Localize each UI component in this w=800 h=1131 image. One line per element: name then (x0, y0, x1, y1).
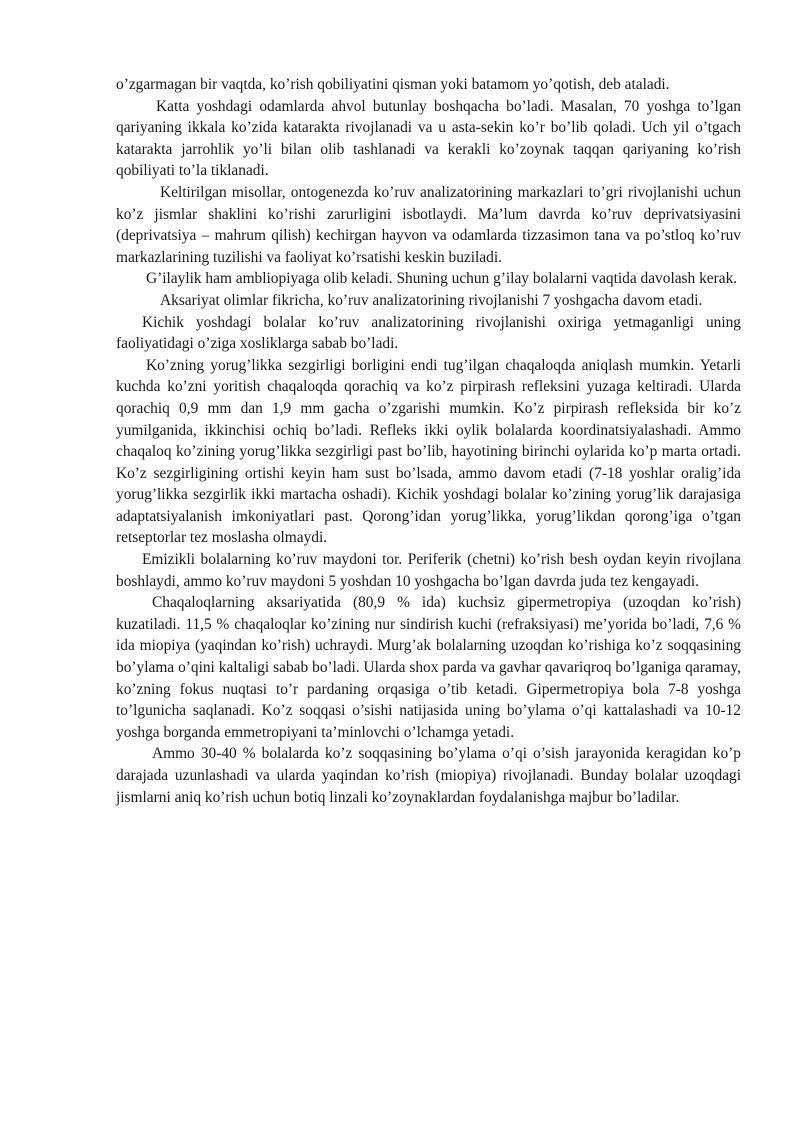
paragraph-1: o’zgarmagan bir vaqtda, ko’rish qobiliyatini qisman yoki batamom yo’qotish, deb ataladi. (116, 76, 670, 93)
paragraph-4: G’ilaylik ham ambliopiyaga olib keladi. Shuning uchun g’ilay bolalarni vaqtida davolash kerak. (146, 270, 738, 288)
paragraph-2: Katta yoshdagi odamlarda ahvol butunlay boshqacha bo’ladi. Masalan, 70 yoshga to’lgan qariyaning ikkala ko’zida katarakta rivojlanadi va u asta-sekin ko’r bo’lib qoladi. Uch yil o’tgach katarakta jarrohlik yo’li bilan olib tashlanadi va kerakli ko’zoynak taqqan qariyaning ko’rish qobiliyati to’la tiklanadi. (116, 97, 741, 180)
paragraph-5: Aksariyat olimlar fikricha, ko’ruv analizatorining rivojlanishi 7 yoshgacha davom etadi. (160, 291, 703, 309)
paragraph-7: Ko’zning yorug’likka sezgirligi borligini endi tug’ilgan chaqaloqda aniqlash mumkin. Yetarli kuchda ko’zni yoritish chaqaloqda qorachiq va ko’z pirpirash refleksini yuzaga keltiradi. Ularda qorachiq 0,9 mm dan 1,9 mm gacha o’zgarishi mumkin. Ko’z pirpirash refleksida bir ko’z yumilganida, ikkinchisi ochiq bo’ladi. Refleks ikki oylik bolalarda koordinatsiyalashadi. Ammo chaqaloq ko’zining yorug’likka sezgirligi past bo’lib, hayotining birinchi oylarida ko’p marta ortadi. Ko’z sezgirligining ortishi keyin ham sust bo’lsada, ammo davom etadi (7-18 yoshlar oralig’ida yorug’likka sezgirlik ikki martacha oshadi). Kichik yoshdagi bolalar ko’zining yorug’lik darajasiga adaptatsiyalanish imkoniyatlari past. Qorong’idan yorug’likka, yorug’likdan qorong’iga o’tgan retseptorlar tez moslasha olmaydi. (116, 356, 741, 547)
paragraph-10: Ammo 30-40 % bolalarda ko’z soqqasining bo’ylama o’qi o’sish jarayonida keragidan ko’p darajada uzunlashadi va ularda yaqindan ko’rish (miopiya) rivojlanadi. Bunday bolalar uzoqdagi jismlarni aniq ko’rish uchun botiq linzali ko’zoynaklardan foydalanishga majbur bo’ladilar. (116, 745, 741, 806)
paragraph-3: Keltirilgan misollar, ontogenezda ko’ruv analizatorining markazlari to’gri rivojlanishi uchun ko’z jismlar shaklini ko’rishi zarurligini isbotlaydi. Ma’lum davrda ko’ruv deprivatsiyasini (deprivatsiya – mahrum qilish) kechirgan hayvon va odamlarda tizzasimon tana va po’stloq ko’ruv markazlarining tuzilishi va faoliyat ko’rsatishi keskin buziladi. (116, 183, 741, 266)
document-page (116, 74, 741, 808)
paragraph-6: Kichik yoshdagi bolalar ko’ruv analizatorining rivojlanishi oxiriga yetmaganligi uning faoliyatidagi o’ziga xosliklarga sabab bo’ladi. (116, 313, 741, 353)
paragraph-8: Emizikli bolalarning ko’ruv maydoni tor. Periferik (chetni) ko’rish besh oydan keyin rivojlana boshlaydi, ammo ko’ruv maydoni 5 yoshdan 10 yoshgacha bo’lgan davrda juda tez kengayadi. (116, 551, 741, 590)
paragraph-9: Chaqaloqlarning aksariyatida (80,9 % ida) kuchsiz gipermetropiya (uzoqdan ko’rish) kuzatiladi. 11,5 % chaqaloqlar ko’zining nur sindirish kuchi (refraksiyasi) me’yorida bo’ladi, 7,6 % ida miopiya (yaqindan ko’rish) uchraydi. Murg’ak bolalarning uzoqdan ko’rishiga ko’z soqqasining bo’ylama o’qini kaltaligi sabab bo’ladi. Ularda shox parda va gavhar qavariqroq bo’lganiga qaramay, ko’zning fokus nuqtasi to’r pardaning orqasiga o’tib ketadi. Gipermetropiya bola 7-8 yoshga to’lgunicha saqlanadi. Ko’z soqqasi o’sishi natijasida uning bo’ylama o’qi kattalashadi va 10-12 yoshga borganda emmetropiyani ta’minlovchi o’lchamga yetadi. (116, 594, 741, 741)
